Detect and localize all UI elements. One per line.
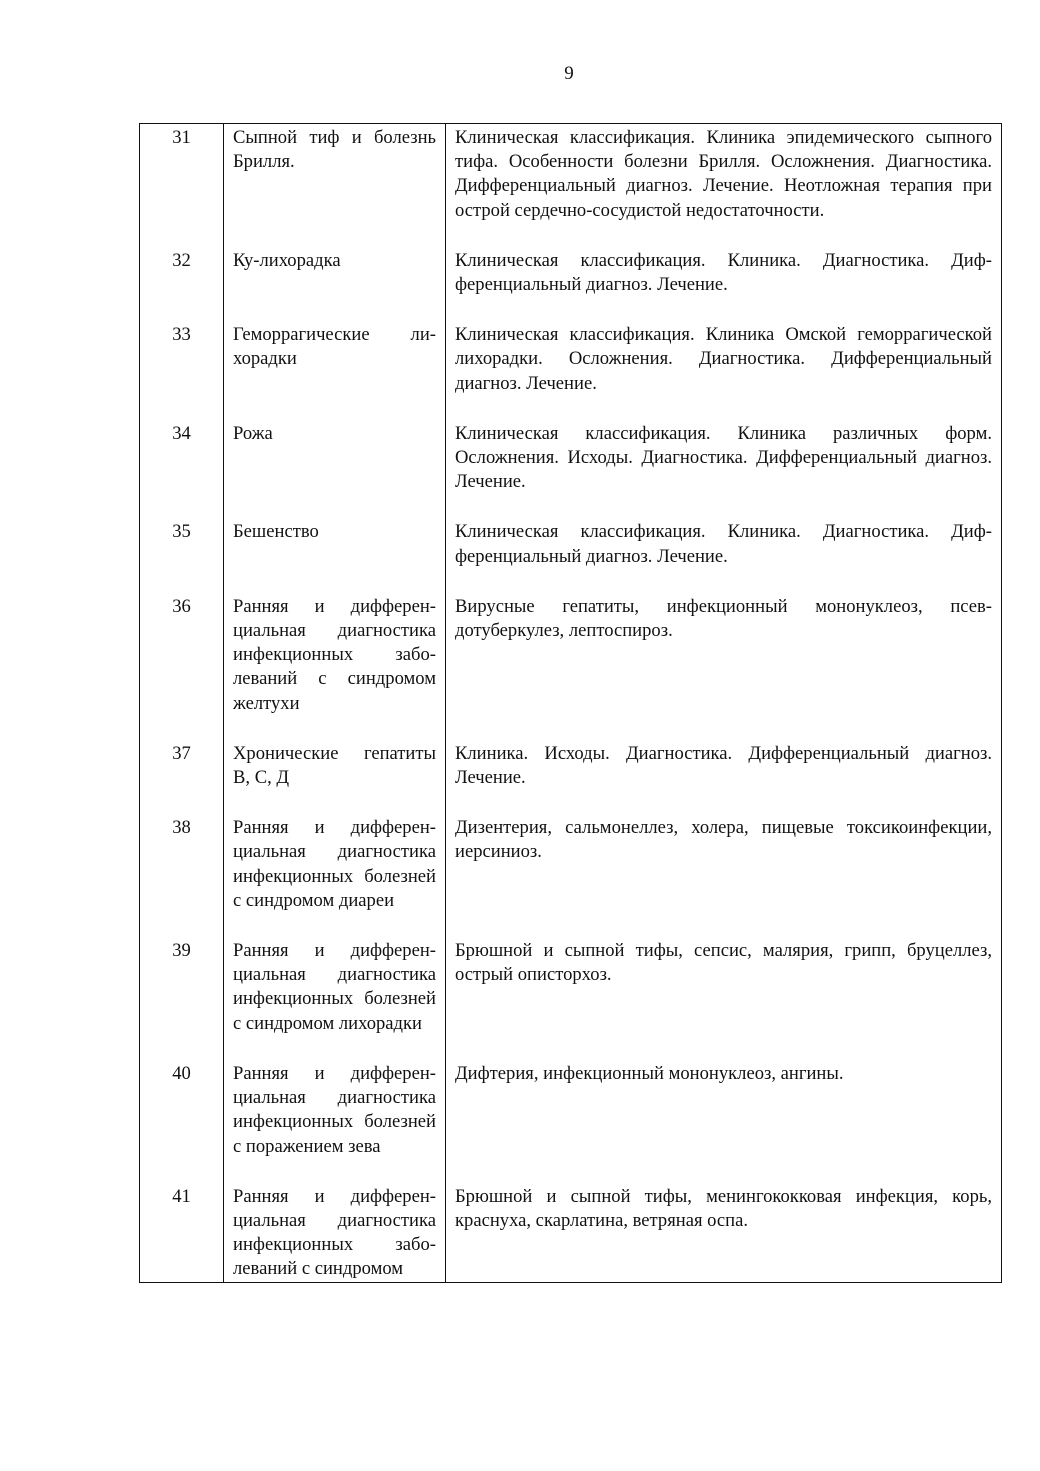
table-row bbox=[140, 321, 1002, 420]
row-number: 41 bbox=[140, 1183, 224, 1282]
content-cell: Клиническая классификация. Клиника. Диагностика. Дифференциальный диагноз. Лечение. bbox=[446, 247, 1002, 321]
table-row bbox=[140, 1183, 1002, 1282]
table-row bbox=[140, 518, 1002, 592]
topic-cell: Ранняя и дифференциальная диагностика инфекционных болезней с поражением зева bbox=[224, 1060, 446, 1183]
row-number: 35 bbox=[140, 518, 224, 592]
content-cell: Вирусные гепатиты, инфекционный мононуклеоз, псевдотуберкулез, лептоспироз. bbox=[446, 593, 1002, 740]
table-row bbox=[140, 814, 1002, 937]
row-number: 36 bbox=[140, 593, 224, 740]
topic-cell: Геморрагические лихорадки bbox=[224, 321, 446, 420]
topic-cell: Хронические гепатиты В, С, Д bbox=[224, 740, 446, 814]
table-row bbox=[140, 740, 1002, 814]
content-cell: Клиника. Исходы. Диагностика. Дифференциальный диагноз. Лечение. bbox=[446, 740, 1002, 814]
table-row bbox=[140, 420, 1002, 519]
topics-table bbox=[139, 123, 1002, 1283]
content-cell: Клиническая классификация. Клиника различных форм. Осложнения. Исходы. Диагностика. Дифференциальный диагноз. Лечение. bbox=[446, 420, 1002, 519]
topic-cell: Бешенство bbox=[224, 518, 446, 592]
table-body bbox=[140, 124, 1002, 1283]
topic-cell: Ку-лихорадка bbox=[224, 247, 446, 321]
table-row bbox=[140, 247, 1002, 321]
row-number: 39 bbox=[140, 937, 224, 1060]
table-row bbox=[140, 593, 1002, 740]
topic-cell: Ранняя и дифференциальная диагностика инфекционных болезней с синдромом лихорадки bbox=[224, 937, 446, 1060]
row-number: 34 bbox=[140, 420, 224, 519]
content-cell: Брюшной и сыпной тифы, менингококковая инфекция, корь, краснуха, скарлатина, ветряная оспа. bbox=[446, 1183, 1002, 1282]
content-cell: Клиническая классификация. Клиника Омской геморрагической лихорадки. Осложнения. Диагностика. Дифференциальный диагноз. Лечение. bbox=[446, 321, 1002, 420]
topic-cell: Ранняя и дифференциальная диагностика инфекционных болезней с синдромом диареи bbox=[224, 814, 446, 937]
content-cell: Клиническая классификация. Клиника. Диагностика. Дифференциальный диагноз. Лечение. bbox=[446, 518, 1002, 592]
topic-cell: Ранняя и дифференциальная диагностика инфекционных заболеваний с синдромом bbox=[224, 1183, 446, 1282]
topic-cell: Рожа bbox=[224, 420, 446, 519]
row-number: 31 bbox=[140, 124, 224, 247]
table-row bbox=[140, 937, 1002, 1060]
topic-cell: Ранняя и дифференциальная диагностика инфекционных заболеваний с синдромом желтухи bbox=[224, 593, 446, 740]
row-number: 38 bbox=[140, 814, 224, 937]
row-number: 33 bbox=[140, 321, 224, 420]
row-number: 37 bbox=[140, 740, 224, 814]
page-number: 9 bbox=[564, 63, 574, 84]
content-cell: Дизентерия, сальмонеллез, холера, пищевые токсикоинфекции, иерсиниоз. bbox=[446, 814, 1002, 937]
table-row bbox=[140, 124, 1002, 247]
row-number: 32 bbox=[140, 247, 224, 321]
row-number: 40 bbox=[140, 1060, 224, 1183]
topic-cell: Сыпной тиф и болезнь Брилля. bbox=[224, 124, 446, 247]
content-cell: Брюшной и сыпной тифы, сепсис, малярия, грипп, бруцеллез, острый описторхоз. bbox=[446, 937, 1002, 1060]
content-cell: Клиническая классификация. Клиника эпидемического сыпного тифа. Особенности болезни Брилля. Осложнения. Диагностика. Дифференциальный диагноз. Лечение. Неотложная терапия при острой сердечно-сосудистой недостаточности. bbox=[446, 124, 1002, 247]
table-row bbox=[140, 1060, 1002, 1183]
content-cell: Дифтерия, инфекционный мононуклеоз, ангины. bbox=[446, 1060, 1002, 1183]
